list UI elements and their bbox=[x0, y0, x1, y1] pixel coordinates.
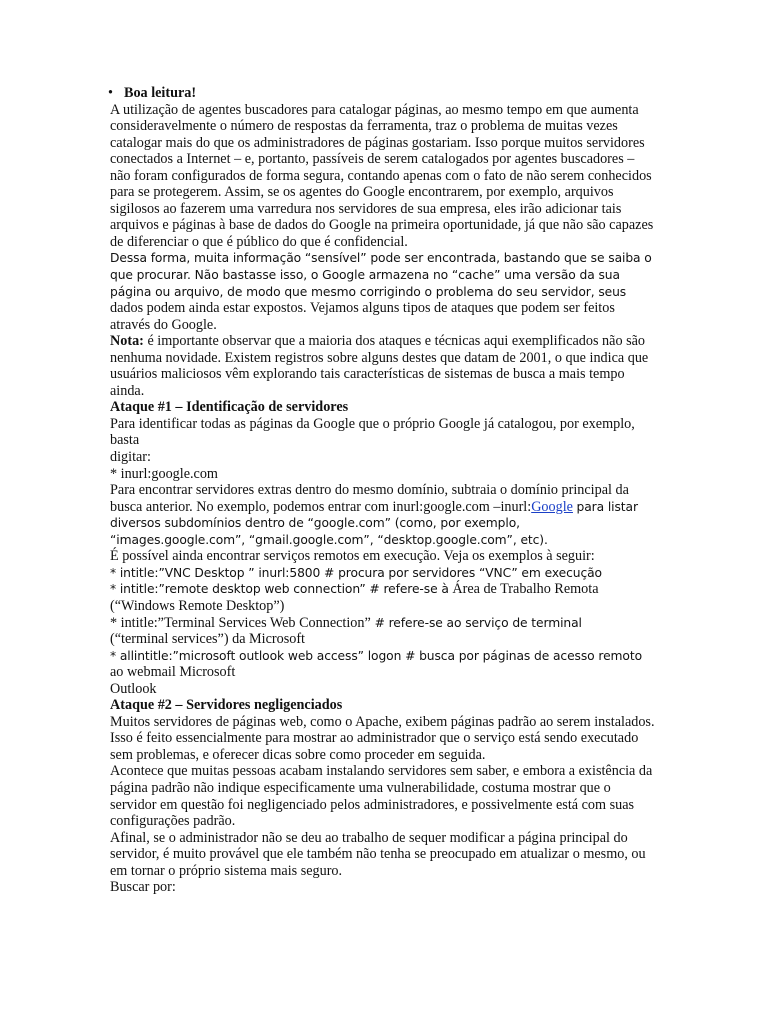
attack1-query: * inurl:google.com bbox=[110, 465, 218, 482]
query-ts-cont: (“terminal services”) da Microsoft bbox=[110, 631, 305, 648]
query-ts bbox=[110, 615, 658, 632]
attack2-paragraph-1: Muitos servidores de páginas web, como o Apache, exibem páginas padrão ao serem instalados. Isso é feito essencialmente para mostrar ao administrador que o serviço está sendo executado sem problemas, e oferecer dicas sobre como proceder em seguida. bbox=[110, 713, 655, 763]
attack2-paragraph-3: Afinal, se o administrador não se deu ao trabalho de sequer modificar a página principal do servidor, é muito provável que ele também não tenha se preocupado em atualizar o mesmo, ou em tornar o próprio sistema mais seguro. bbox=[110, 829, 646, 879]
note-text: é importante observar que a maioria dos ataques e técnicas aqui exemplificados não são nenhuma novidade. Existem registros sobre alguns destes que datam de 2001, o que indica que usuários maliciosos vêm explorando tais características de sistemas de busca a mais tempo ainda. bbox=[110, 333, 649, 399]
document-body bbox=[110, 85, 658, 896]
query-owa-cont2: Outlook bbox=[110, 680, 157, 697]
paragraph-2-serif: dados podem ainda estar expostos. Vejamos alguns tipos de ataques que podem ser feitos através do Google. bbox=[110, 300, 615, 333]
attack1-extra-post: para listar diversos subdomínios dentro de “google.com” (como, por exemplo, “images.google.com”, “gmail.google.com”, “desktop.google.com”, etc). bbox=[110, 499, 638, 547]
query-owa-cont: ao webmail Microsoft bbox=[110, 664, 236, 681]
note-label: Nota: bbox=[110, 333, 144, 350]
query-ts-code: * intitle:”Terminal Services Web Connection” bbox=[110, 614, 371, 631]
attack1-heading: Ataque #1 – Identificação de servidores bbox=[110, 399, 349, 416]
paragraph-2-sans: Dessa forma, muita informação “sensível” pode ser encontrada, bastando que se saiba o que procurar. Não bastasse isso, o Google armazena no “cache” uma versão da sua página ou arquivo, de modo que mesmo corrigindo o problema do seu servidor, seus bbox=[110, 251, 652, 299]
attack1-intro: Para identificar todas as páginas da Google que o próprio Google já catalogou, por exemplo, basta bbox=[110, 415, 635, 449]
bullet-text: Boa leitura! bbox=[124, 85, 197, 101]
bullet-icon: • bbox=[108, 85, 113, 101]
note-paragraph bbox=[110, 333, 658, 399]
attack1-digitar: digitar: bbox=[110, 449, 151, 466]
bullet-line bbox=[110, 85, 658, 102]
attack2-paragraph-2: Acontece que muitas pessoas acabam instalando servidores sem saber, e embora a existência da página padrão não indique especificamente uma vulnerabilidade, costuma mostrar que o servidor em questão foi negligenciado pelos administradores, e possivelmente está com suas configurações padrão. bbox=[110, 763, 653, 830]
intro-paragraph: A utilização de agentes buscadores para catalogar páginas, ao mesmo tempo em que aumenta consideravelmente o número de respostas da ferramenta, traz o problema de muitas vezes catalogar mais do que os administradores de páginas gostariam. Isso porque muitos servidores conectados a Internet – e, portanto, passíveis de serem catalogados por agentes buscadores – não foram configurados de forma segura, contando apenas com o fato de não serem conhecidos para se protegerem. Assim, se os agentes do Google encontrarem, por exemplo, arquivos sigilosos ao fazerem uma varredura nos servidores de sua empresa, eles irão adicionar tais arquivos e páginas à base de dados do Google na primeira oportunidade, já que não são capazes de diferenciar o que é público do que é confidencial. bbox=[110, 101, 654, 250]
remote-intro: É possível ainda encontrar serviços remotos em execução. Veja os exemplos à seguir: bbox=[110, 548, 595, 565]
paragraph-2 bbox=[110, 250, 658, 333]
query-rdp bbox=[110, 581, 658, 614]
attack2-heading: Ataque #2 – Servidores negligenciados bbox=[110, 697, 343, 714]
query-rdp-code: * intitle:”remote desktop web connection” # refere-se à bbox=[110, 582, 449, 597]
query-rdp-desc: Área de Trabalho Remota (“Windows Remote Desktop”) bbox=[110, 581, 599, 614]
attack1-extra bbox=[110, 482, 658, 548]
buscar-por: Buscar por: bbox=[110, 879, 176, 896]
query-ts-desc: # refere-se ao serviço de terminal bbox=[370, 615, 582, 630]
google-link[interactable]: Google bbox=[531, 498, 573, 515]
query-vnc: * intitle:”VNC Desktop ” inurl:5800 # procura por servidores “VNC” em execução bbox=[110, 565, 602, 580]
attack1-extra-pre: Para encontrar servidores extras dentro do mesmo domínio, subtraia o domínio principal da busca anterior. No exemplo, podemos entrar com inurl:google.com –inurl: bbox=[110, 482, 629, 515]
query-owa: * allintitle:”microsoft outlook web access” logon # busca por páginas de acesso remoto bbox=[110, 648, 642, 663]
